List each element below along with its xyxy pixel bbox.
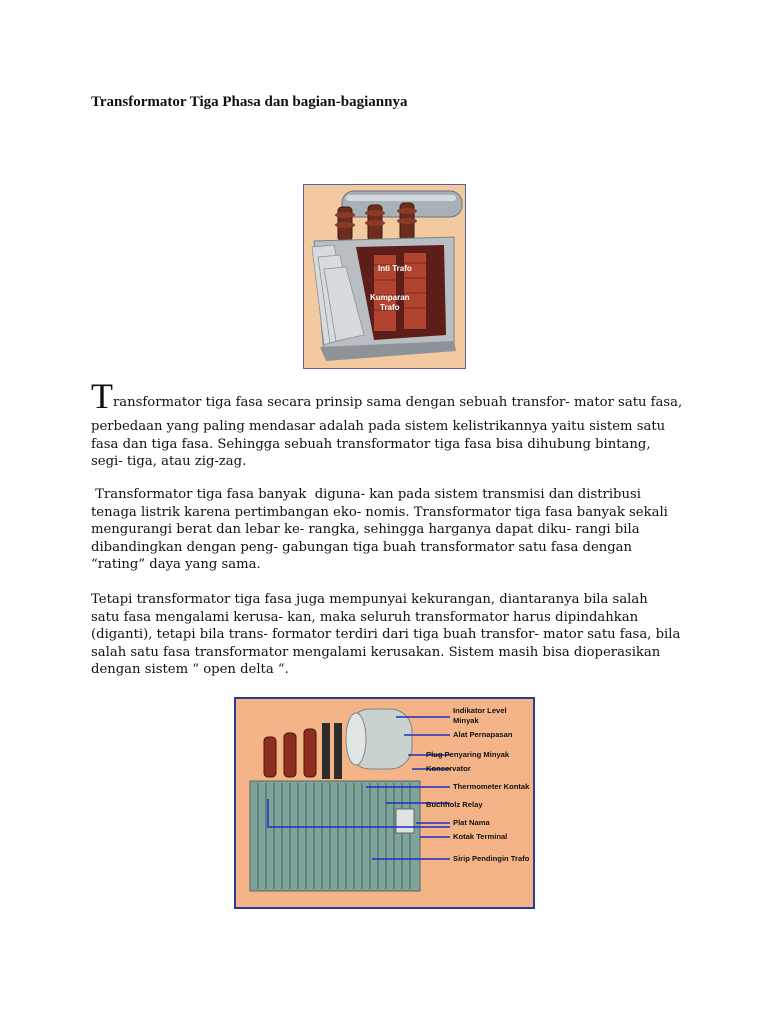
label-sirip-pendingin-trafo: Sirip Pendingin Trafo — [453, 854, 530, 863]
paragraph-3-line-1: Tetapi transformator tiga fasa juga mempunyai kekurangan, diantaranya bila salah — [91, 592, 648, 607]
paragraph-1-line-2: perbedaan yang paling mendasar adalah pada sistem kelistrikannya yaitu sistem satu — [91, 419, 666, 434]
paragraph-1-line-3: fasa dan tiga fasa. Sehingga sebuah transformator tiga fasa bisa dihubung bintang, — [91, 436, 651, 452]
paragraph-3-line-2: satu fasa mengalami kerusa- kan, maka seluruh transformator harus dipindahkan — [91, 609, 639, 625]
label-buchholz-relay: Buchholz Relay — [426, 800, 483, 809]
paragraph-2-line-2: tenaga listrik karena pertimbangan eko- nomis. Transformator tiga fasa banyak sekali — [91, 504, 668, 520]
paragraph-1-line-4: segi- tiga, atau zig-zag. — [91, 454, 247, 469]
document-title: Transformator Tiga Phasa dan bagian-bagiannya — [91, 94, 408, 110]
label-konservator: Konservator — [426, 764, 471, 773]
label-kumparan: Kumparan — [370, 293, 410, 302]
transformer-cutaway-image — [303, 184, 466, 369]
label-indikator-level: Indikator Level — [453, 706, 507, 715]
paragraph-2-line-1: Transformator tiga fasa banyak diguna- kan pada sistem transmisi dan distribusi — [91, 487, 641, 502]
transformer-parts-diagram — [234, 697, 535, 909]
label-minyak: Minyak — [453, 716, 479, 725]
paragraph-3-line-5: dengan sistem “ open delta “. — [91, 662, 289, 677]
paragraph-3 — [91, 591, 681, 679]
label-inti-trafo: Inti Trafo — [378, 264, 412, 273]
paragraph-1-line-1: Transformator tiga fasa secara prinsip sama dengan sebuah transfor- mator satu fasa, — [91, 376, 683, 416]
paragraph-2-line-3: mengurangi berat dan lebar ke- rangka, sehingga harganya dapat diku- rangi bila — [91, 522, 640, 537]
label-kotak-terminal: Kotak Terminal — [453, 832, 508, 841]
paragraph-2-line-5: “rating” daya yang sama. — [91, 557, 261, 572]
paragraph-3-line-3: (diganti), tetapi bila trans- formator terdiri dari tiga buah transfor- mator satu fasa, bila — [91, 627, 681, 642]
label-alat-pernapasan: Alat Pernapasan — [453, 730, 513, 739]
paragraph-2 — [91, 486, 681, 574]
label-plug-penyaring-minyak: Plug Penyaring Minyak — [426, 750, 510, 759]
label-trafo: Trafo — [380, 303, 400, 312]
label-thermometer-kontak: Thermometer Kontak — [453, 782, 530, 791]
dropcap: T — [91, 376, 113, 416]
paragraph-3-line-4: salah satu fasa transformator mengalami kerusakan. Sistem masih bisa dioperasikan — [91, 644, 661, 660]
paragraph-2-line-4: dibandingkan dengan peng- gabungan tiga buah transformator satu fasa dengan — [91, 539, 633, 555]
paragraph-1 — [91, 376, 683, 471]
label-plat-nama: Plat Nama — [453, 818, 490, 827]
